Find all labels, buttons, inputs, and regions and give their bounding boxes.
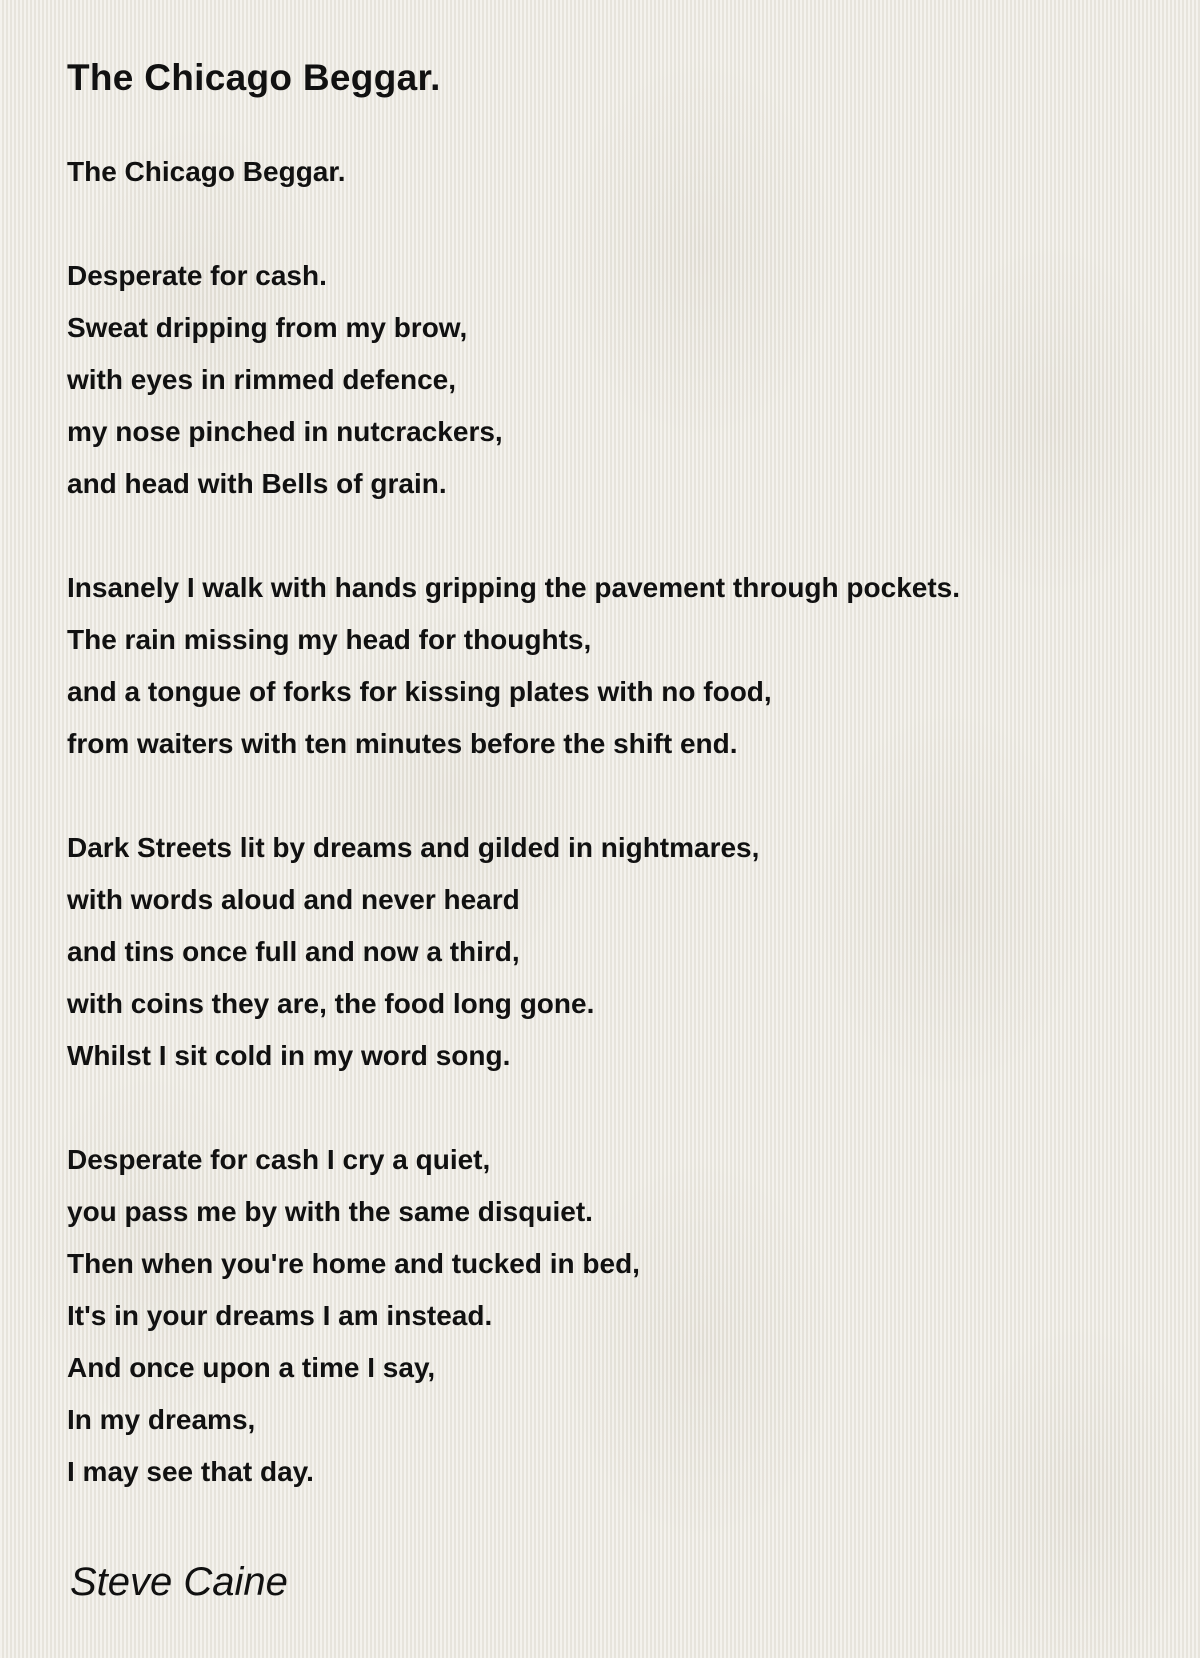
- poem-line: and a tongue of forks for kissing plates with no food,: [67, 676, 772, 707]
- poem-line: and tins once full and now a third,: [67, 936, 520, 967]
- stanza-break: [67, 770, 1167, 822]
- poem-line: my nose pinched in nutcrackers,: [67, 416, 503, 447]
- poem-body: [67, 146, 1167, 1498]
- poem-line: In my dreams,: [67, 1404, 256, 1435]
- poem-line: Insanely I walk with hands gripping the pavement through pockets.: [67, 572, 961, 603]
- stanza-break: [67, 510, 1167, 562]
- poem-line: Desperate for cash I cry a quiet,: [67, 1144, 491, 1175]
- poem-line: Desperate for cash.: [67, 260, 327, 291]
- poem-line: with eyes in rimmed defence,: [67, 364, 457, 395]
- poem-page: [67, 50, 1167, 1498]
- page-title: The Chicago Beggar.: [67, 57, 441, 98]
- poem-line: with words aloud and never heard: [67, 884, 520, 915]
- poem-line: and head with Bells of grain.: [67, 468, 447, 499]
- poem-line: with coins they are, the food long gone.: [67, 988, 595, 1019]
- poem-line: Then when you're home and tucked in bed,: [67, 1248, 640, 1279]
- author-signature: Steve Caine: [70, 1560, 288, 1604]
- poem-line: Dark Streets lit by dreams and gilded in nightmares,: [67, 832, 760, 863]
- stanza-break: [67, 1082, 1167, 1134]
- poem-line: The Chicago Beggar.: [67, 156, 346, 187]
- poem-line: Sweat dripping from my brow,: [67, 312, 468, 343]
- poem-line: I may see that day.: [67, 1456, 314, 1487]
- poem-line: It's in your dreams I am instead.: [67, 1300, 493, 1331]
- poem-line: Whilst I sit cold in my word song.: [67, 1040, 511, 1071]
- stanza-break: [67, 198, 1167, 250]
- poem-line: And once upon a time I say,: [67, 1352, 436, 1383]
- poem-line: The rain missing my head for thoughts,: [67, 624, 592, 655]
- poem-line: you pass me by with the same disquiet.: [67, 1196, 593, 1227]
- poem-line: from waiters with ten minutes before the shift end.: [67, 728, 738, 759]
